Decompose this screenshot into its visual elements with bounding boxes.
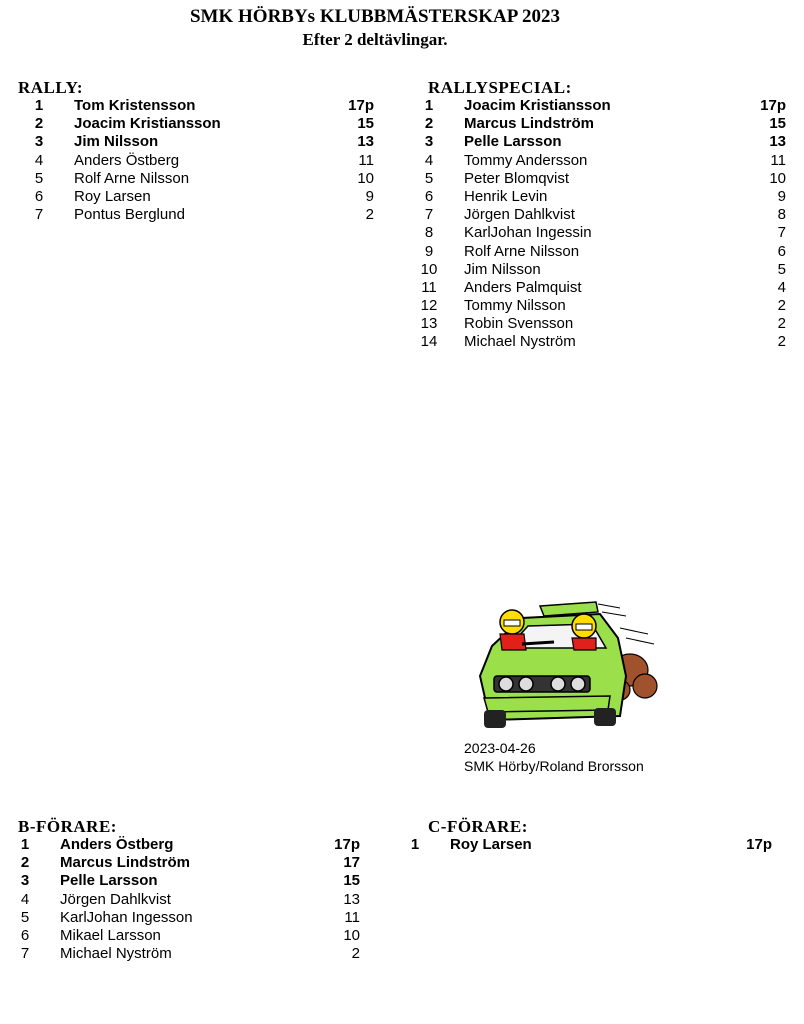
driver-name: Jim Nilsson [74,133,159,151]
rank: 1 [20,836,30,853]
driver-name: KarlJohan Ingessin [464,224,592,242]
points: 9 [365,187,374,205]
rank: 5 [34,169,44,187]
points: 13 [343,890,360,908]
rallyspecial-row [414,152,786,170]
rally-row [24,188,384,206]
driver-name: Rolf Arne Nilsson [74,169,190,187]
rank: 3 [34,133,44,151]
page-title: SMK HÖRBYs KLUBBMÄSTERSKAP 2023 [189,6,561,27]
points: 11 [358,151,374,169]
points: 2 [777,333,786,351]
rallyspecial-row [414,170,786,188]
rallyspecial-row [414,261,786,279]
driver-name: Pelle Larsson [60,872,158,890]
driver-name: Mikael Larsson [60,926,161,944]
driver-name: Roy Larsen [74,187,151,205]
rank: 11 [421,278,437,296]
points: 15 [357,115,374,133]
points: 17p [348,97,374,114]
rally-heading: RALLY: [18,78,84,97]
rally-row [24,97,384,115]
points: 2 [777,315,786,333]
caption-author: SMK Hörby/Roland Brorsson [464,758,644,774]
points: 6 [777,242,786,260]
driver-name: Jörgen Dahlkvist [60,890,171,908]
points: 17p [334,836,360,853]
bforare-row [10,872,370,890]
driver-name: Michael Nyström [464,333,576,351]
rank: 7 [424,206,434,224]
rank: 8 [424,224,434,242]
points: 4 [777,278,786,296]
rank: 5 [424,169,434,187]
driver-name: Anders Palmquist [464,278,582,296]
bforare-row [10,927,370,945]
driver-name: Pelle Larsson [464,133,562,151]
rallyspecial-row [414,333,786,351]
cforare-heading: C-FÖRARE: [428,817,528,836]
rank: 7 [34,206,44,224]
rally-car-illustration [470,598,660,738]
rally-standings-table [24,97,384,224]
points: 9 [777,187,786,205]
caption-date: 2023-04-26 [464,740,536,756]
driver-name: Rolf Arne Nilsson [464,242,580,260]
rank: 6 [20,926,30,944]
points: 2 [365,206,374,224]
rank: 4 [34,151,44,169]
bforare-heading: B-FÖRARE: [18,817,117,836]
rallyspecial-standings-table [414,97,786,352]
rally-row [24,133,384,151]
rank: 3 [424,133,434,151]
points: 2 [351,945,360,963]
points: 10 [343,926,360,944]
image-caption [464,739,644,775]
driver-name: Henrik Levin [464,187,548,205]
points: 15 [343,872,360,890]
rank: 5 [20,908,30,926]
rank: 2 [34,115,44,133]
rank: 2 [20,854,30,872]
points: 17p [760,97,786,114]
rallyspecial-row [414,206,786,224]
driver-name: Anders Östberg [74,151,180,169]
rallyspecial-row [414,243,786,261]
points: 13 [357,133,374,151]
rank: 14 [420,333,438,351]
driver-name: KarlJohan Ingesson [60,908,193,926]
rank: 2 [424,115,434,133]
points: 17 [343,854,360,872]
points: 5 [777,260,786,278]
rally-row [24,115,384,133]
bforare-row [10,891,370,909]
points: 10 [769,169,786,187]
cforare-standings-table [400,836,772,854]
rank: 10 [420,260,438,278]
points: 8 [777,206,786,224]
rank: 12 [420,297,438,315]
driver-name: Pontus Berglund [74,206,185,224]
driver-name: Tommy Andersson [464,151,588,169]
rank: 1 [34,97,44,114]
driver-name: Peter Blomqvist [464,169,570,187]
rank: 13 [420,315,438,333]
rank: 9 [424,242,434,260]
rank: 1 [424,97,434,114]
driver-name: Joacim Kristiansson [74,115,221,133]
points: 11 [770,151,786,169]
rallyspecial-row [414,115,786,133]
bforare-row [10,945,370,963]
driver-name: Michael Nyström [60,945,172,963]
points: 15 [769,115,786,133]
bforare-row [10,854,370,872]
rank: 7 [20,945,30,963]
points: 11 [344,908,360,926]
rally-row [24,206,384,224]
driver-name: Joacim Kristiansson [464,97,611,114]
bforare-row [10,909,370,927]
points: 10 [357,169,374,187]
rallyspecial-row [414,224,786,242]
rallyspecial-row [414,315,786,333]
points: 2 [777,297,786,315]
points: 13 [769,133,786,151]
rallyspecial-row [414,97,786,115]
driver-name: Anders Östberg [60,836,174,853]
driver-name: Jörgen Dahlkvist [464,206,575,224]
driver-name: Tommy Nilsson [464,297,566,315]
points: 17p [746,836,772,853]
points: 7 [777,224,786,242]
bforare-row [10,836,370,854]
rallyspecial-row [414,188,786,206]
rallyspecial-heading: RALLYSPECIAL: [428,78,572,97]
rallyspecial-row [414,279,786,297]
driver-name: Marcus Lindström [464,115,595,133]
rank: 1 [410,836,420,853]
bforare-standings-table [10,836,370,963]
driver-name: Tom Kristensson [74,97,196,114]
driver-name: Marcus Lindström [60,854,191,872]
rallyspecial-row [414,133,786,151]
rank: 3 [20,872,30,890]
driver-name: Robin Svensson [464,315,574,333]
driver-name: Jim Nilsson [464,260,541,278]
rallyspecial-row [414,297,786,315]
rank: 4 [20,890,30,908]
cforare-row [400,836,772,854]
rank: 4 [424,151,434,169]
rally-row [24,170,384,188]
rank: 6 [424,187,434,205]
rally-row [24,152,384,170]
driver-name: Roy Larsen [450,836,532,853]
rank: 6 [34,187,44,205]
page-subtitle: Efter 2 deltävlingar. [302,30,448,49]
